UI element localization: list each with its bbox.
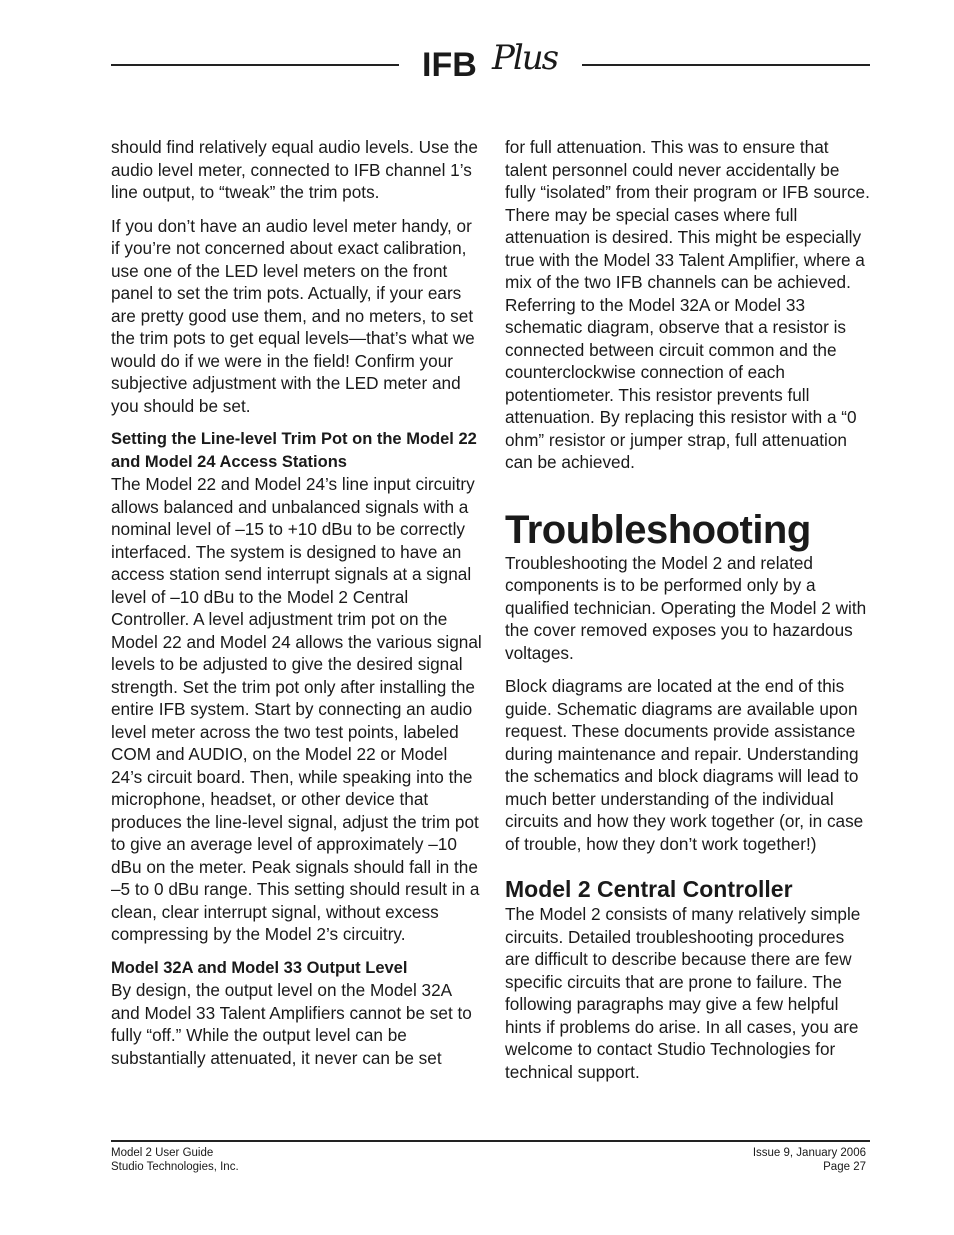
section-title-troubleshooting: Troubleshooting (505, 507, 811, 552)
right-column (505, 136, 873, 1083)
paragraph-trim-pots: should find relatively equal audio levels. Use the audio level meter, connected to IFB channel 1’s line output, to “tweak” the trim pots. (111, 137, 478, 202)
paragraph-line-input: The Model 22 and Model 24’s line input circuitry allows balanced and unbalanced signals with a nominal level of –15 to +10 dBu to be correctly interfaced. The system is designed to have an access station send interrupt signals at a signal level of –10 dBu to the Model 2 Central Controller. A level adjustment trim pot on the Model 22 and Model 24 allows the various signal levels to be adjusted to give the desired signal strength. Set the trim pot only after installing the entire IFB system. Start by connecting an audio level meter across the two test points, labeled COM and AUDIO, on the Model 22 or Model 24’s circuit board. Then, while speaking into the microphone, headset, or other device that produces the line-level signal, adjust the trim pot to give an average level of approximately –10 dBu on the meter. Peak signals should fall in the –5 to 0 dBu range. This setting should result in a clean, clear interrupt signal, without excess compressing by the Model 2’s circuitry. (111, 474, 482, 944)
paragraph-block-diagrams: Block diagrams are located at the end of this guide. Schematic diagrams are available upon request. These documents provide assistance during maintenance and repair. Understanding the schematics and block diagrams will lead to much better understanding of the individual circuits and how they work together (or, in case of trouble, how they don’t work together!) (505, 676, 864, 854)
heading-line-level-trim: Setting the Line-level Trim Pot on the Model 22 and Model 24 Access Stations (111, 430, 477, 471)
footer-rule (111, 1140, 870, 1142)
footer-guide-title: Model 2 User Guide (111, 1147, 214, 1159)
header-rule-left (111, 64, 399, 66)
logo-plus-script: Plus (492, 38, 558, 78)
left-column (111, 136, 483, 1069)
ifb-plus-logo (422, 40, 562, 86)
paragraph-qualified-technician: Troubleshooting the Model 2 and related components is to be performed only by a qualified technician. Operating the Model 2 with the cover removed exposes you to hazardous voltages. (505, 552, 867, 663)
heading-output-level: Model 32A and Model 33 Output Level (111, 958, 408, 977)
header-rule-right (582, 64, 870, 66)
paragraph-output-level: By design, the output level on the Model 32A and Model 33 Talent Amplifiers cannot be set to fully “off.” While the output level can be substantially attenuated, it never can be set (111, 980, 472, 1068)
footer-right (753, 1146, 866, 1174)
heading-central-controller: Model 2 Central Controller (505, 876, 793, 902)
footer-issue: Issue 9, January 2006 (752, 1147, 866, 1159)
footer-company: Studio Technologies, Inc. (111, 1161, 239, 1173)
paragraph-full-attenuation: for full attenuation. This was to ensure that talent personnel could never accidentally be fully “isolated” from their program or IFB source. There may be special cases where full attenuation is desired. This might be especially true with the Model 33 Talent Amplifier, where a mix of the two IFB channels can be achieved. Referring to the Model 32A or Model 33 schematic diagram, observe that a resistor is connected between circuit common and the counterclockwise connection of each potentiometer. This resistor prevents full attenuation. By replacing this resistor with a “0 ohm” resistor or jumper strap, full attenuation can be achieved. (505, 137, 870, 472)
footer-page-number: Page 27 (823, 1161, 866, 1173)
paragraph-led-meter: If you don’t have an audio level meter handy, or if you’re not concerned about exact calibration, use one of the LED level meters on the front panel to set the trim pots. Actually, if your ears are pretty good use them, and no meters, to set the trim pots to get equal levels—that’s what we would do if we were in the field! Confirm your subjective adjustment with the LED meter and you should be set. (111, 215, 475, 416)
footer-left (111, 1146, 239, 1174)
logo-ifb-text: IFB (422, 46, 477, 84)
paragraph-central-controller: The Model 2 consists of many relatively simple circuits. Detailed troubleshooting procedures are difficult to describe because there are few specific circuits that are prone to failure. The following paragraphs may give a few helpful hints if problems do arise. In all cases, you are welcome to contact Studio Technologies for technical support. (505, 904, 861, 1082)
